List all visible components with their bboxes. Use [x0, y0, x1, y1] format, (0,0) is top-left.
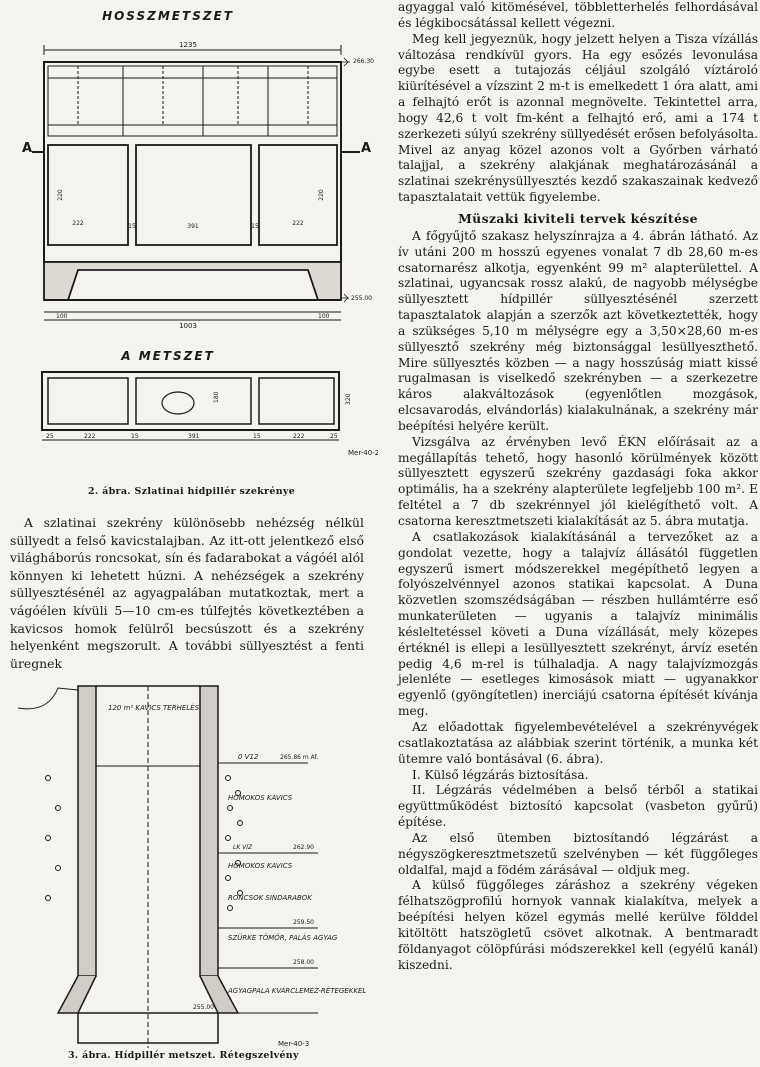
layer-label: SZÜRKE TÖMÖR, PALÁS AGYAG	[228, 934, 338, 942]
list-item: II. Légzárás védelmében a belső térből a statikai együttműködést biztosító kapcsolat (vasbeton gyűrű) építése.	[398, 783, 758, 830]
level-label: 265.86 m Af.	[280, 754, 319, 761]
plate-id: Mer-40-3	[278, 1040, 310, 1048]
figure-2-long-title: HOSSZMETSZET	[102, 9, 234, 23]
paragraph: Meg kell jegyeznük, hogy jelzett helyen a Tisza vízállás változása rendkívül gyors. Ha egy esőzés levonulása egybe esett a tutajozás céljául szolgáló víztároló kiürítésével a vízszint 2 m-t is emelkedett 1 óra alatt, ami a felhajtó erőt is azonnal megnövelte. Tekintettel arra, hogy 42,6 t volt fm-ként a felhajtó erő, ami a 174 t szerkezeti súlyú szekrény süllyedését erősen befolyásolta. Mivel az anyag közel azonos volt a Győrben várható talajjal, a szekrény alakjának meghatározásánál a szlatinai szekrénysüllyesztés kezdő szakaszainak kedvező tapasztalatait vettük figyelembe.	[398, 31, 758, 205]
layer-label: RONCSOK SINDARABOK	[228, 894, 312, 902]
paragraph: A külső függőleges záráshoz a szekrény végeken félhatszögprofilú hornyok vannak kialakítva, melyek a beépítési helyen közel egymás mellé kerülve földdel kitöltött hatszögletű csövet alkotnak. A bentmaradt földanyagot cölöpfúrási módszerekkel kell (egyélű kanál) kiszedni.	[398, 878, 758, 972]
paragraph: Vizsgálva az érvényben levő ÉKN előírásait az a megállapítás tehető, hogy hasonló körülmények között süllyesztett egyszerű szekrény gazdasági foka akkor optimális, ha a szekrény alapterülete legfeljebb 100 m². E feltétel a 7 db szekrénnyel jól kielégíthető volt. A csatorna keresztmetszeti kialakítását az 5. ábra mutatja.	[398, 434, 758, 528]
dim-label: 220	[57, 189, 64, 201]
paragraph: Az első ütemben biztosítandó légzárást a négyszögkeresztmetszetű szelvényben — két függőleges oldalfal, majd a födém zárásával — oldjuk meg.	[398, 830, 758, 877]
figure-2-caption: 2. ábra. Szlatinai hídpillér szekrénye	[88, 486, 296, 497]
dim-label: 15	[251, 223, 259, 230]
layer-label: AGYAGPALA KVARCLEMEZ-RÉTEGEKKEL	[228, 987, 367, 995]
figure-2-cross-title: A METSZET	[121, 349, 215, 363]
level-label: 255.00	[193, 1004, 214, 1011]
figure-2-drawing	[18, 0, 378, 505]
dim-label: 25	[46, 433, 54, 440]
figure-3-caption: 3. ábra. Hídpillér metszet. Rétegszelvény	[68, 1050, 299, 1061]
dim-label: 180	[213, 391, 220, 403]
dim-label: 15	[253, 433, 261, 440]
dim-label: 220	[318, 189, 325, 201]
plate-id: Mer-40-2	[348, 449, 378, 457]
layer-label: 120 m² KAVICS TERHELÉS	[108, 704, 200, 712]
section-heading: Müszaki kiviteli tervek készítése	[458, 210, 698, 226]
list-item: I. Külső légzárás biztosítása.	[412, 767, 589, 782]
layer-label: 0 V12	[238, 753, 259, 761]
dim-left: 100	[56, 313, 68, 320]
paragraph: Az előadottak figyelembevételével a szekrényvégek csatlakoztatása az alábbiak szerint történik, a munka két ütemre való bontásával (6. ábra).	[398, 719, 758, 766]
figure-2	[18, 0, 378, 505]
layer-label: LK VIZ	[233, 844, 253, 851]
level-bottom: 255.00	[351, 295, 372, 302]
paragraph: A csatlakozások kialakításánál a tervezőket az a gondolat vezette, hogy a talajvíz állásától független egyszerű ismert módszerekkel megépíthető legyen a folyószelvénnyel azonos statikai kapcsolat. A Duna közvetlen szomszédságában — részben hullámtérre eső munkaterületen — ugyanis a talajvíz minimális késleltetéssel követi a Duna vízállását, mely közepes értéknél is ellepi a lesüllyesztett szekrényt, árvíz esetén pedig 4,6 m-rel is túlhaladja. A nagy talajvízmozgás jelenléte — esetleges kimosások miatt — ugyanakkor egyenlő (gyöngítetlen) inerciájú csatorna építését kívánja meg.	[398, 529, 758, 719]
dim-label: 15	[128, 223, 136, 230]
figure-2-dim-top: 1235	[179, 41, 197, 49]
dim-label: 222	[72, 220, 84, 227]
paragraph: A főgyűjtő szakasz helyszínrajza a 4. ábrán látható. Az ív utáni 200 m hosszú egyenes vonalat 7 db 28,60 m-es csatornarész alkotja, egyenként 99 m² alapterülettel. A szlatinai, ugyancsak rossz alakú, de nagyobb mélységbe süllyesztett hídpillér süllyesztésénél szerzett tapasztalatok alapján a szerzők azt következtették, hogy a szükséges 5,10 m mélységre egy a 3,50×28,60 m-es süllyesztő szekrény még biztonsággal lesüllyeszthető. Mire süllyesztés közben — a nagy hosszúság miatt kissé rugalmasan is viselkedő szekrényben — a szerkezetre káros alakváltozások (egyenlőtlen mozgások, elcsavarodás, elvándorlás) kialakulnának, a szekrény már beépítési helyére került.	[398, 228, 758, 433]
figure-3	[18, 668, 368, 1067]
dim-label: 320	[345, 393, 352, 405]
dim-label: 25	[330, 433, 338, 440]
level-label: 258.00	[293, 959, 314, 966]
left-column	[0, 0, 378, 1067]
right-column	[398, 0, 758, 1067]
level-top: 266.30	[353, 58, 374, 65]
dim-label: 222	[293, 433, 305, 440]
dim-label: 222	[292, 220, 304, 227]
section-mark-left: A	[22, 141, 33, 156]
dim-label: 222	[84, 433, 96, 440]
layer-label: HOMOKOS KAVICS	[228, 794, 293, 802]
dim-right: 100	[318, 313, 330, 320]
right-body-text	[398, 0, 758, 973]
layer-label: HOMOKOS KAVICS	[228, 862, 293, 870]
paragraph: A szlatinai szekrény különösebb nehézség nélkül süllyedt a felső kavicstalajban. Az itt-ott jelentkező első világháborús roncsokat, sín és fadarabokat a vágóél alól könnyen ki lehetett húzni. A nehézségek a szekrény süllyesztésénél az agyagpalában mutatkoztak, mert a vágóélen kívüli 5—10 cm-es túlfejtés következtében a kavicsos homok felülről becsúszott és a szekrény helyenként megszorult. A további süllyesztést a fenti üregnek	[10, 515, 364, 671]
left-body-text	[10, 514, 364, 672]
section-mark-right: A	[361, 141, 372, 156]
figure-3-drawing	[18, 668, 368, 1053]
dim-label: 15	[131, 433, 139, 440]
level-label: 262.90	[293, 844, 314, 851]
dim-label: 391	[187, 223, 199, 230]
paragraph: agyaggal való kitömésével, többletterhelés felhordásával és légkibocsátással kellett végezni.	[398, 0, 758, 30]
dim-bottom: 1003	[179, 322, 197, 330]
level-label: 259.50	[293, 919, 314, 926]
dim-label: 391	[188, 433, 200, 440]
